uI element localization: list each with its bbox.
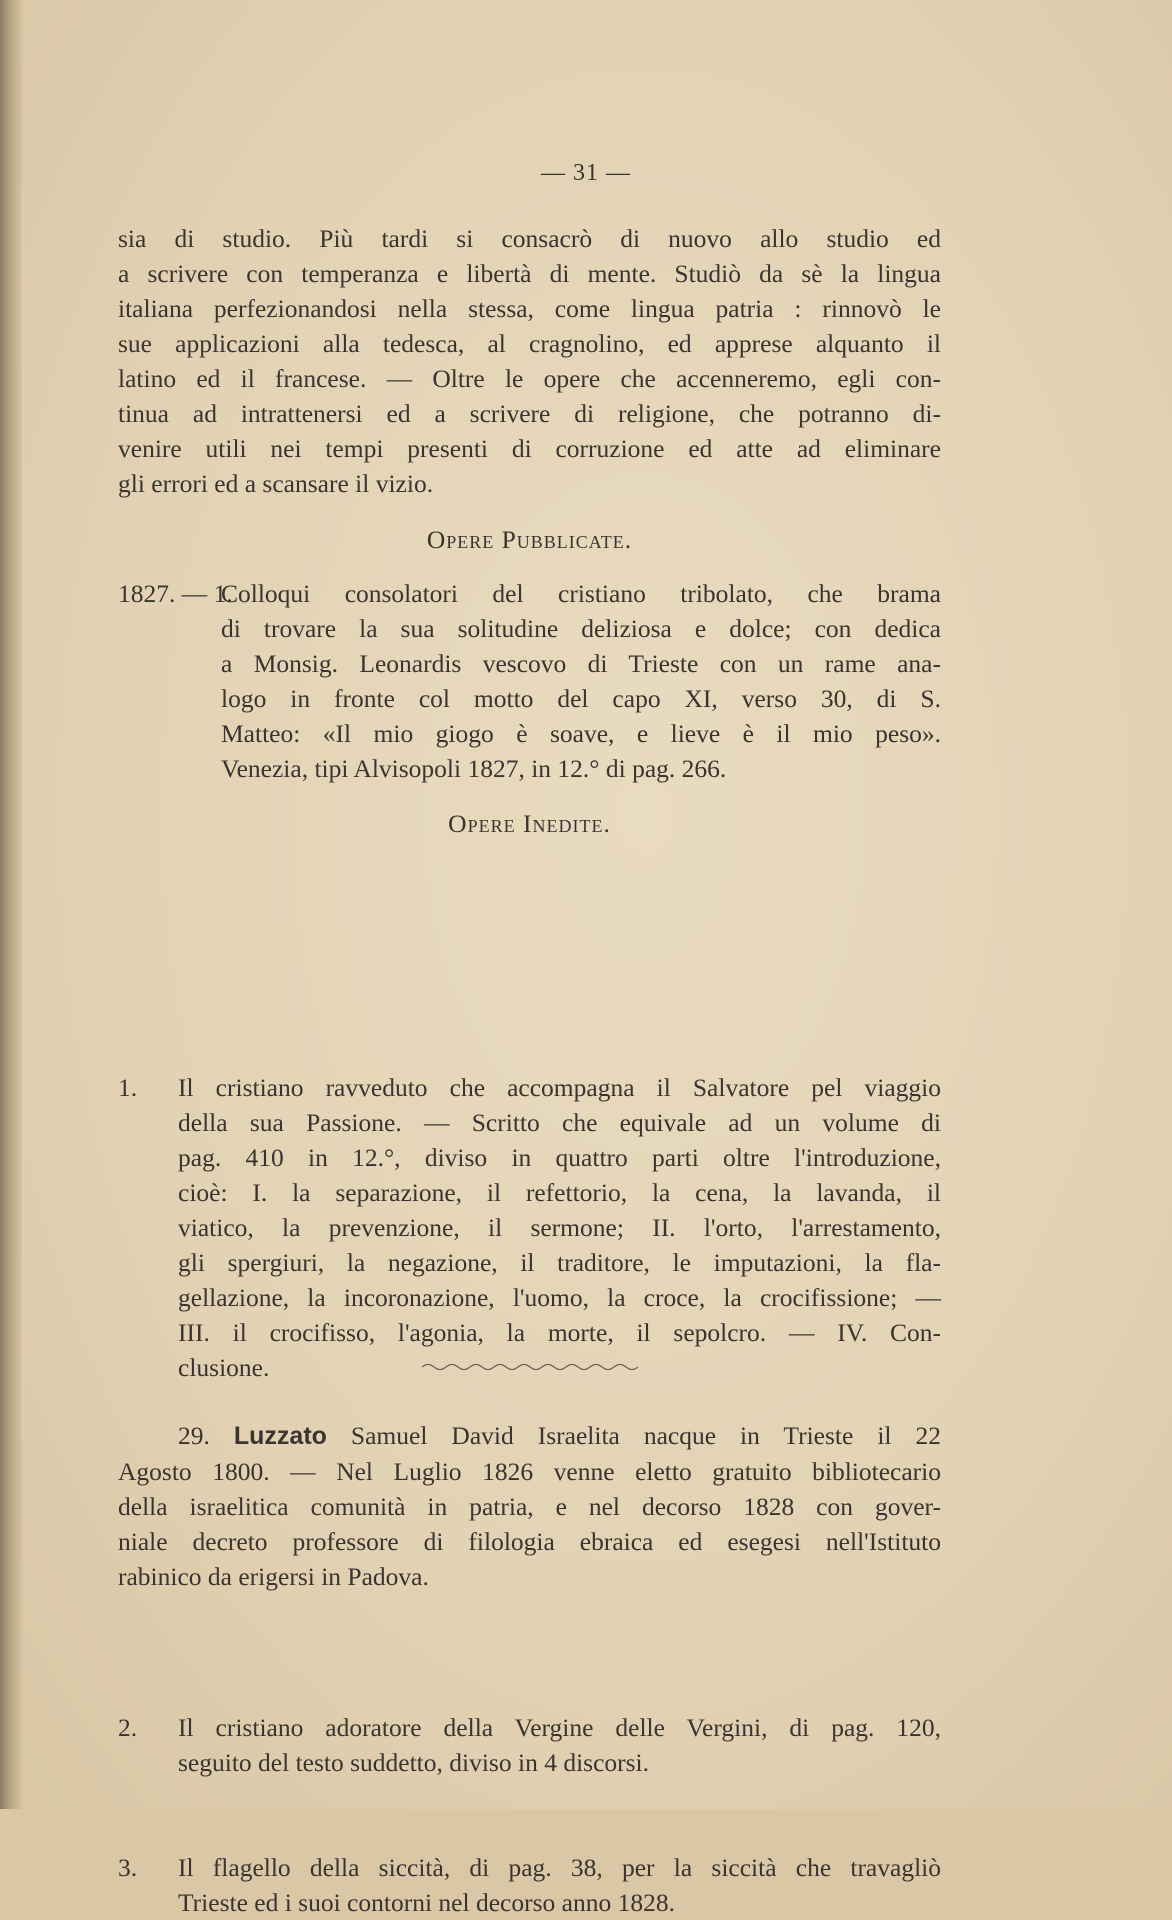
heading-unpublished-works: Opere Inedite. (448, 809, 611, 838)
text-line: clusione. (178, 1353, 270, 1382)
text-line: viatico, la prevenzione, il sermone; II. l'orto, l'arrestamento, (178, 1213, 941, 1242)
text-line: a Monsig. Leonardis vescovo di Trieste con un rame ana- (221, 649, 941, 678)
text-line: Trieste ed i suoi contorni nel decorso anno 1828. (178, 1888, 675, 1917)
text-line: gli spergiuri, la negazione, il traditore, le imputazioni, la fla- (178, 1248, 941, 1277)
text-line: seguito del testo suddetto, diviso in 4 discorsi. (178, 1748, 650, 1777)
biography-entry (118, 1418, 941, 1594)
text-line: Il flagello della siccità, di pag. 38, per la siccità che travagliò (178, 1853, 941, 1882)
decorative-divider (420, 1360, 640, 1374)
text-line: gellazione, la incoronazione, l'uomo, la croce, la crocifissione; — (178, 1283, 941, 1312)
text-line: venire utili nei tempi presenti di corruzione ed atte ad eliminare (118, 434, 941, 463)
heading-published-works: Opere Pubblicate. (426, 525, 633, 554)
published-entry (118, 576, 941, 786)
text-line: logo in fronte col motto del capo XI, verso 30, di S. (221, 684, 941, 713)
item-number: 2. (118, 1713, 138, 1742)
text-line: a scrivere con temperanza e libertà di mente. Studiò da sè la lingua (118, 259, 941, 288)
text-line: gli errori ed a scansare il vizio. (118, 469, 434, 498)
text-line: rabinico da erigersi in Padova. (118, 1562, 429, 1591)
text-line: tinua ad intrattenersi ed a scrivere di religione, che potranno di- (118, 399, 941, 428)
text-line: cioè: I. la separazione, il refettorio, la cena, la lavanda, il (178, 1178, 941, 1207)
text-line: sia di studio. Più tardi si consacrò di nuovo allo studio ed (118, 224, 941, 253)
text-line: latino ed il francese. — Oltre le opere che accenneremo, egli con- (118, 364, 941, 393)
entry-number: 29. (178, 1421, 210, 1450)
text-line: niale decreto professore di filologia ebraica ed esegesi nell'Istituto (118, 1527, 941, 1556)
text-span: Samuel David Israelita nacque in Trieste il 22 (350, 1421, 941, 1450)
text-line: III. il crocifisso, l'agonia, la morte, il sepolcro. — IV. Con- (178, 1318, 941, 1347)
text-line: Venezia, tipi Alvisopoli 1827, in 12.° di pag. 266. (221, 754, 727, 783)
text-line: Il cristiano ravveduto che accompagna il Salvatore pel viaggio (178, 1073, 941, 1102)
text-line: della sua Passione. — Scritto che equivale ad un volume di (178, 1108, 941, 1137)
text-line (118, 1418, 941, 1454)
book-spine-shadow (0, 0, 22, 1809)
intro-paragraph (118, 221, 941, 501)
unpublished-item-2 (118, 1710, 941, 1780)
person-name: Luzzato (233, 1422, 327, 1450)
item-number: 1. (118, 1073, 138, 1102)
text-line: Matteo: «Il mio giogo è soave, e lieve è il mio peso». (221, 719, 941, 748)
text-line: Il cristiano adoratore della Vergine delle Vergini, di pag. 120, (178, 1713, 941, 1742)
entry-label: 1827. — 1. (118, 579, 233, 608)
text-line: italiana perfezionandosi nella stessa, come lingua patria : rinnovò le (118, 294, 941, 323)
text-line: pag. 410 in 12.°, diviso in quattro parti oltre l'introduzione, (178, 1143, 941, 1172)
unpublished-item-1 (118, 1070, 941, 1385)
text-line: sue applicazioni alla tedesca, al cragnolino, ed apprese alquanto il (118, 329, 941, 358)
item-number: 3. (118, 1853, 138, 1882)
unpublished-item-3 (118, 1850, 941, 1920)
page-number: — 31 — (541, 160, 631, 186)
text-line: della israelitica comunità in patria, e nel decorso 1828 con gover- (118, 1492, 941, 1521)
text-line: Agosto 1800. — Nel Luglio 1826 venne eletto gratuito bibliotecario (118, 1457, 941, 1486)
text-line: di trovare la sua solitudine deliziosa e dolce; con dedica (221, 614, 941, 643)
text-line: Colloqui consolatori del cristiano tribolato, che brama (221, 579, 941, 608)
